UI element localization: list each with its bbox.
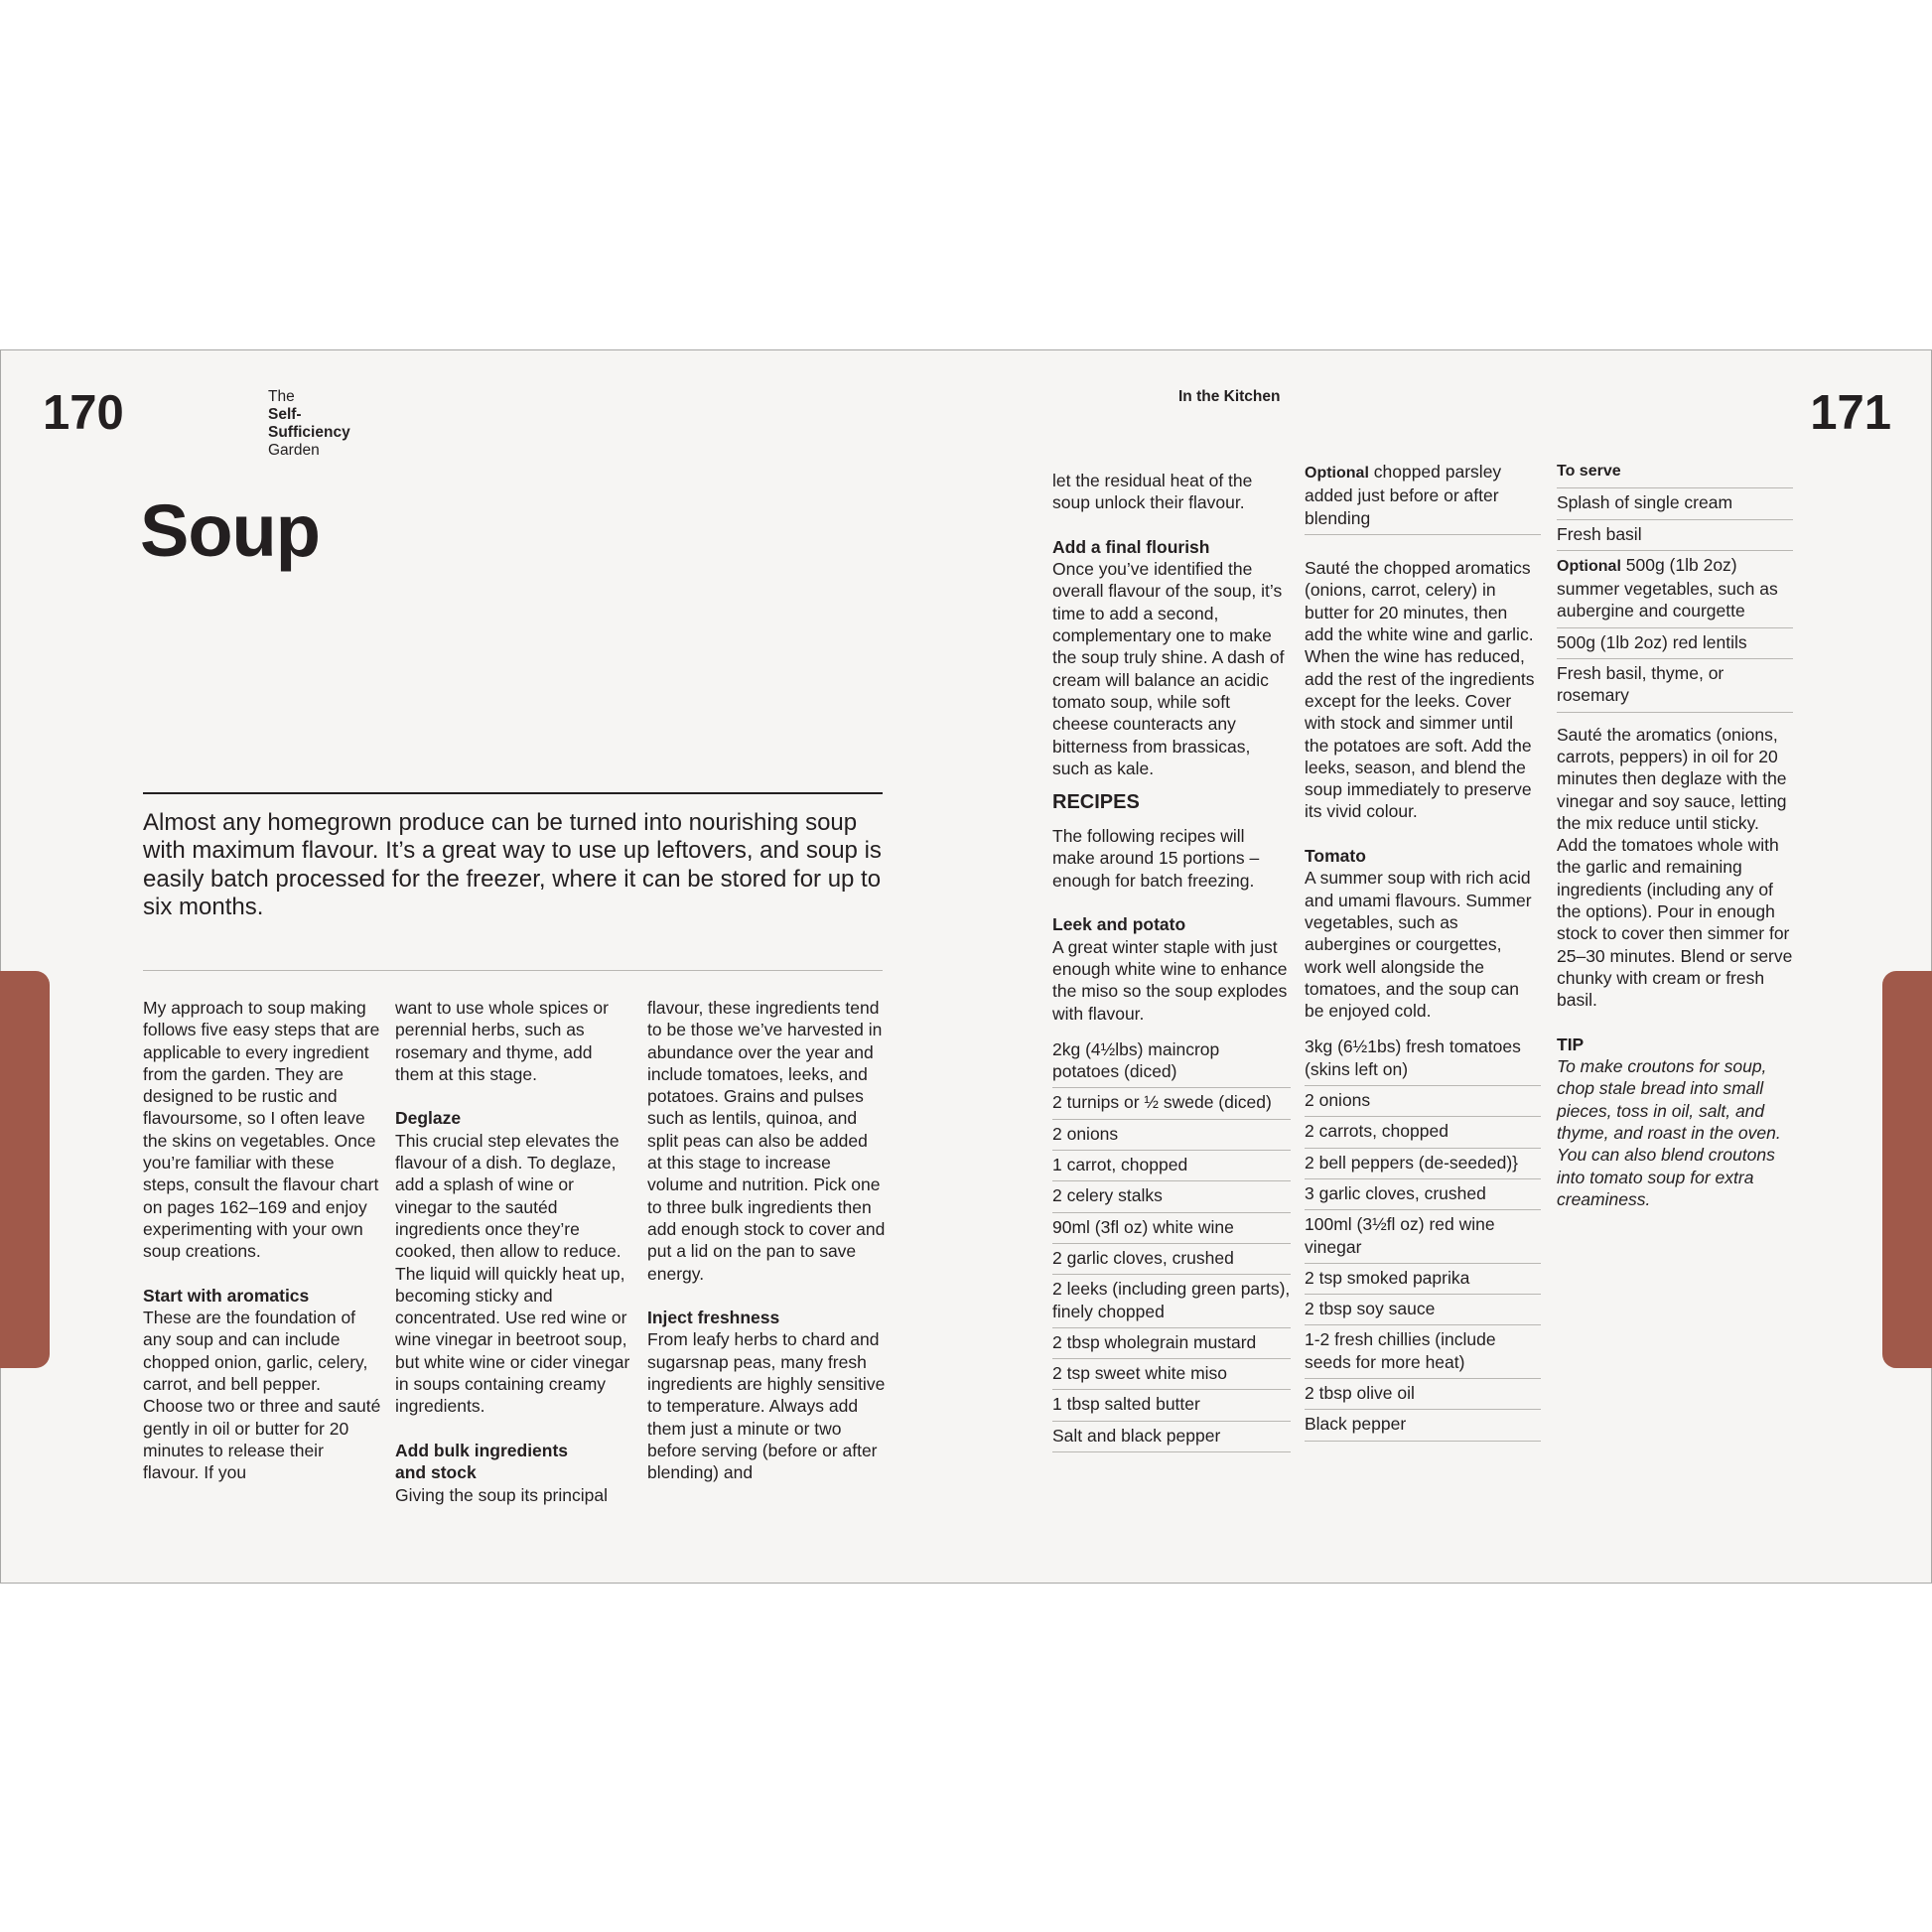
ingredient-item: 2 tsp smoked paprika — [1305, 1264, 1541, 1295]
tip-text: To make croutons for soup, chop stale bread into small pieces, toss in oil, salt, and thyme, and roast in the oven. You can also blend croutons into tomato soup for extra creaminess. — [1557, 1056, 1781, 1209]
recipe-title-tomato: Tomato — [1305, 846, 1366, 867]
text-column-3 — [647, 997, 886, 1484]
subheading-flourish: Add a final flourish — [1052, 536, 1210, 557]
ingredient-item: 1-2 fresh chillies (include seeds for more heat) — [1305, 1325, 1541, 1379]
ingredient-item: 2 tbsp olive oil — [1305, 1379, 1541, 1410]
body-paragraph: Giving the soup its principal — [395, 1484, 608, 1505]
serve-item: Fresh basil — [1557, 520, 1793, 551]
left-page-number: 170 — [43, 386, 124, 440]
method-paragraph: Sauté the chopped aromatics (onions, carrot, celery) in butter for 20 minutes, then add the white wine and garlic. When the wine has reduced, add the rest of the ingredients except for the leeks. Cover with stock and simmer until the potatoes are soft. Add the leeks, season, and blend the soup immediately to preserve its vivid colour. — [1305, 558, 1535, 822]
subheading-bulk: Add bulk ingredients and stock — [395, 1440, 569, 1483]
body-paragraph: Once you’ve identified the overall flavour of the soup, it’s time to add a second, complementary one to make the soup truly shine. A dash of cream will balance an acidic tomato soup, while soft cheese counteracts any bitterness from brassicas, such as kale. — [1052, 559, 1285, 778]
ingredient-item: 2 leeks (including green parts), finely chopped — [1052, 1275, 1291, 1328]
optional-note — [1557, 551, 1793, 628]
intro-paragraph: Almost any homegrown produce can be turned into nourishing soup with maximum flavour. It’s a great way to use up leftovers, and soup is easily batch processed for the freezer, where it can be stored for up to six months. — [143, 809, 882, 921]
running-head-line: The — [268, 388, 295, 405]
body-paragraph: My approach to soup making follows five easy steps that are applicable to every ingredient from the garden. They are designed to be rustic and flavoursome, so I often leave the skins on vegetables. Once you’re familiar with these steps, consult the flavour chart on pages 162–169 and enjoy experimenting with your own soup creations. — [143, 998, 380, 1262]
body-paragraph: These are the foundation of any soup and can include chopped onion, garlic, celery, carrot, and bell pepper. Choose two or three and sauté gently in oil or butter for 20 minutes to release their flavour. If you — [143, 1308, 381, 1483]
optional-text: 500g (1lb 2oz) summer vegetables, such as aubergine and courgette — [1557, 554, 1778, 621]
intro-rule — [143, 970, 883, 971]
ingredient-item: 2 bell peppers (de-seeded)} — [1305, 1149, 1541, 1179]
text-column-6 — [1557, 461, 1793, 1210]
running-head-line: Garden — [268, 442, 320, 459]
ingredient-item: 2 garlic cloves, crushed — [1052, 1244, 1291, 1275]
text-column-1 — [143, 997, 381, 1484]
ingredient-item: Black pepper — [1305, 1410, 1541, 1441]
text-column-4 — [1052, 470, 1291, 1452]
page-title: Soup — [140, 489, 320, 572]
optional-label: Optional — [1557, 557, 1621, 575]
recipes-heading: RECIPES — [1052, 791, 1140, 814]
to-serve-heading: To serve — [1557, 461, 1793, 488]
ingredient-item: 90ml (3fl oz) white wine — [1052, 1213, 1291, 1244]
right-page-number: 171 — [1810, 386, 1891, 440]
ingredient-item: 2 carrots, chopped — [1305, 1117, 1541, 1148]
running-head-line: Self- — [268, 406, 302, 423]
optional-note — [1305, 461, 1541, 535]
ingredient-item: 2 onions — [1052, 1120, 1291, 1151]
title-rule — [143, 792, 883, 794]
serve-item: Splash of single cream — [1557, 488, 1793, 519]
leek-ingredient-list — [1052, 1035, 1291, 1452]
body-paragraph: let the residual heat of the soup unlock their flavour. — [1052, 471, 1253, 513]
recipe-title-leek: Leek and potato — [1052, 914, 1186, 935]
subheading-freshness: Inject freshness — [647, 1308, 780, 1328]
ingredient-item: 3 garlic cloves, crushed — [1305, 1179, 1541, 1210]
ingredient-item: 2 tbsp wholegrain mustard — [1052, 1328, 1291, 1359]
ingredient-item: 100ml (3½fl oz) red wine vinegar — [1305, 1210, 1541, 1264]
tomato-ingredient-list — [1305, 1033, 1541, 1441]
ingredient-item: 1 tbsp salted butter — [1052, 1390, 1291, 1421]
body-paragraph: The following recipes will make around 15 portions – enough for batch freezing. — [1052, 826, 1260, 891]
ingredient-item: 2 tbsp soy sauce — [1305, 1295, 1541, 1325]
method-paragraph: Sauté the aromatics (onions, carrots, peppers) in oil for 20 minutes then deglaze with the vinegar and soy sauce, letting the mix reduce until sticky. Add the tomatoes whole with the garlic and remaining ingredients (including any of the options). Pour in enough stock to cover then simmer for 25–30 minutes. Blend or serve chunky with cream or fresh basil. — [1557, 724, 1793, 1011]
ingredient-item: Salt and black pepper — [1052, 1422, 1291, 1452]
body-paragraph: This crucial step elevates the flavour of a dish. To deglaze, add a splash of wine or vinegar to the sautéd ingredients once they’re cooked, then allow to reduce. The liquid will quickly heat up, becoming sticky and concentrated. Use red wine or wine vinegar in beetroot soup, but white wine or cider vinegar in soups containing creamy ingredients. — [395, 1130, 630, 1417]
body-paragraph: From leafy herbs to chard and sugarsnap peas, many fresh ingredients are highly sensitive to temperature. Always add them just a minute or two before serving (before or after blending) and — [647, 1329, 886, 1483]
running-head-right: In the Kitchen — [1178, 388, 1281, 405]
running-head-line: Sufficiency — [268, 424, 350, 441]
tip-heading: TIP — [1557, 1034, 1585, 1054]
left-thumb-tab — [0, 971, 50, 1368]
text-column-5 — [1305, 461, 1541, 1442]
optional-text: chopped parsley added just before or after blending — [1305, 462, 1502, 528]
ingredient-item: 2kg (4½lbs) maincrop potatoes (diced) — [1052, 1035, 1291, 1089]
ingredient-item: 1 carrot, chopped — [1052, 1151, 1291, 1181]
book-spread — [0, 349, 1932, 1584]
serve-item: 500g (1lb 2oz) red lentils — [1557, 628, 1793, 659]
right-thumb-tab — [1882, 971, 1932, 1368]
body-paragraph: flavour, these ingredients tend to be those we’ve harvested in abundance over the year and include tomatoes, leeks, and potatoes. Grains and pulses such as lentils, quinoa, and split peas can also be added at this stage to increase volume and nutrition. Pick one to three bulk ingredients then add enough stock to cover and put a lid on the pan to save energy. — [647, 998, 886, 1284]
optional-label: Optional — [1305, 465, 1369, 482]
body-paragraph: A great winter staple with just enough white wine to enhance the miso so the soup explodes with flavour. — [1052, 936, 1288, 1024]
ingredient-item: 2 celery stalks — [1052, 1181, 1291, 1212]
ingredient-item: 2 onions — [1305, 1086, 1541, 1117]
ingredient-item: 3kg (6½1bs) fresh tomatoes (skins left on) — [1305, 1033, 1541, 1086]
body-paragraph: want to use whole spices or perennial herbs, such as rosemary and thyme, add them at this stage. — [395, 998, 609, 1084]
body-paragraph: A summer soup with rich acid and umami flavours. Summer vegetables, such as aubergines or courgettes, work well alongside the tomatoes, and the soup can be enjoyed cold. — [1305, 868, 1532, 1022]
ingredient-item: 2 tsp sweet white miso — [1052, 1359, 1291, 1390]
text-column-2 — [395, 997, 633, 1506]
subheading-aromatics: Start with aromatics — [143, 1285, 310, 1306]
subheading-deglaze: Deglaze — [395, 1108, 462, 1129]
ingredient-item: 2 turnips or ½ swede (diced) — [1052, 1088, 1291, 1119]
serve-item: Fresh basil, thyme, or rosemary — [1557, 659, 1793, 713]
running-head-left — [268, 388, 350, 460]
